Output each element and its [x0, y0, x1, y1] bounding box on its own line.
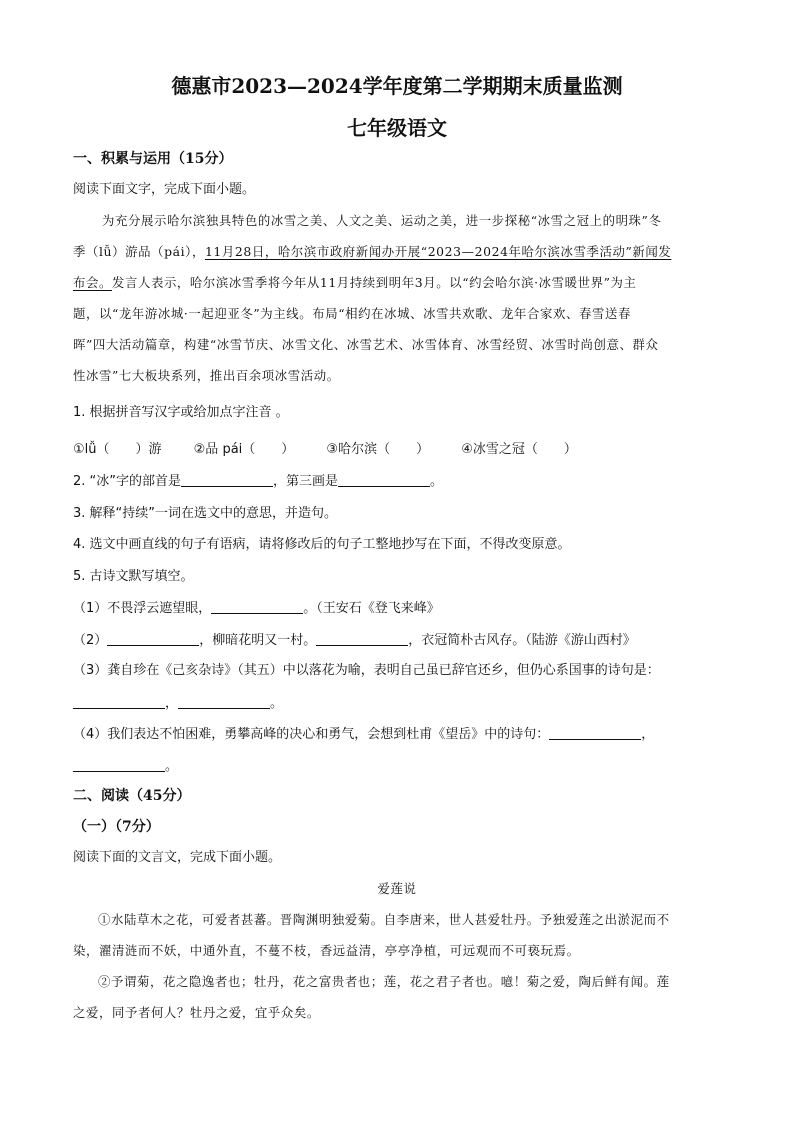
answer-blank[interactable]	[107, 631, 199, 646]
page-title: 德惠市2023—2024学年度第二学期期末质量监测	[171, 74, 623, 98]
passage-line: 性冰雪”七大板块系列，推出百余项冰雪活动。	[73, 368, 340, 383]
essay-line: ①水陆草木之花，可爱者甚蕃。晋陶渊明独爱菊。自李唐来，世人甚爱牡丹。予独爱莲之出淤泥而不	[98, 912, 670, 927]
passage-line: 布会。发言人表示，哈尔滨冰雪季将今年从11月持续到明年3月。以“约会哈尔滨·冰雪暖世界”为主	[73, 275, 637, 290]
question-5-4-blanks: 。	[73, 757, 723, 776]
q1-item: ④冰雪之冠（ ）	[461, 442, 577, 457]
question-5-4: （4）我们表达不怕困难，勇攀高峰的决心和勇气，会想到杜甫《望岳》中的诗句： ，	[73, 727, 655, 742]
question-2: 2. “冰”字的部首是 ，第三画是 。	[73, 474, 444, 489]
question-1-items	[73, 441, 723, 459]
page-subtitle: 七年级语文	[347, 116, 447, 140]
underlined-sentence: 11月28日，哈尔滨市政府新闻办开展“2023—2024年哈尔滨冰雪季活动”新闻发	[204, 244, 672, 259]
answer-blank[interactable]	[338, 472, 430, 487]
section-heading-2: 二、阅读（45分）	[73, 788, 191, 804]
section-heading-1: 一、积累与运用（15分）	[73, 151, 233, 167]
subsection-heading: （一）（7分）	[73, 819, 160, 835]
underlined-sentence: 布会。	[73, 275, 112, 290]
question-5-2: （2） ，柳暗花明又一村。 ，衣冠简朴古风存。（陆游《游山西村》	[73, 633, 636, 648]
passage-line: 晖”四大活动篇章，构建“冰雪节庆、冰雪文化、冰雪艺术、冰雪体育、冰雪经贸、冰雪时尚创意、群众	[73, 337, 659, 352]
passage-line: 题，以“龙年游冰城·一起迎亚冬”为主线。布局“相约在冰城、冰雪共欢歌、龙年合家欢、春雪送春	[73, 306, 631, 321]
question-1: 1. 根据拼音写汉字或给加点字注音 。	[73, 405, 289, 420]
answer-blank[interactable]	[73, 694, 165, 709]
instruction-1: 阅读下面文字，完成下面小题。	[73, 182, 256, 197]
answer-blank[interactable]	[549, 725, 641, 740]
q1-item: ③哈尔滨（ ）	[326, 442, 430, 457]
instruction-2: 阅读下面的文言文，完成下面小题。	[73, 850, 282, 865]
question-5: 5. 古诗文默写填空。	[73, 569, 194, 584]
question-5-3-blanks: ， 。	[73, 694, 723, 713]
passage-line: 季（lǚ）游品（pái），11月28日，哈尔滨市政府新闻办开展“2023—2024年哈尔滨冰雪季活动”新闻发	[73, 244, 672, 259]
essay-line: 之爱，同予者何人？牡丹之爱，宜乎众矣。	[73, 1005, 320, 1020]
answer-blank[interactable]	[316, 631, 408, 646]
question-5-1: （1）不畏浮云遮望眼， 。（王安石《登飞来峰》	[73, 601, 440, 616]
answer-blank[interactable]	[178, 694, 270, 709]
question-4: 4. 选文中画直线的句子有语病，请将修改后的句子工整地抄写在下面，不得改变原意。	[73, 537, 571, 552]
essay-line: 染，濯清涟而不妖，中通外直，不蔓不枝，香远益清，亭亭净植，可远观而不可亵玩焉。	[73, 943, 580, 958]
question-5-3: （3）龚自珍在《己亥杂诗》（其五）中以落花为喻，表明自己虽已辞官还乡，但仍心系国事的诗句是：	[73, 663, 660, 678]
essay-title: 爱莲说	[377, 881, 417, 896]
answer-blank[interactable]	[73, 757, 165, 772]
question-3: 3. 解释“持续”一词在选文中的意思，并造句。	[73, 506, 338, 521]
passage-line: 为充分展示哈尔滨独具特色的冰雪之美、人文之美、运动之美，进一步探秘“冰雪之冠上的明珠”冬	[102, 213, 662, 228]
q1-item: ①lǚ（ ）游	[73, 442, 162, 457]
q1-item: ②品 pái（ ）	[193, 442, 295, 457]
answer-blank[interactable]	[211, 599, 303, 614]
essay-line: ②予谓菊，花之隐逸者也；牡丹，花之富贵者也；莲，花之君子者也。噫！菊之爱，陶后鲜有闻。莲	[98, 974, 670, 989]
answer-blank[interactable]	[181, 472, 273, 487]
